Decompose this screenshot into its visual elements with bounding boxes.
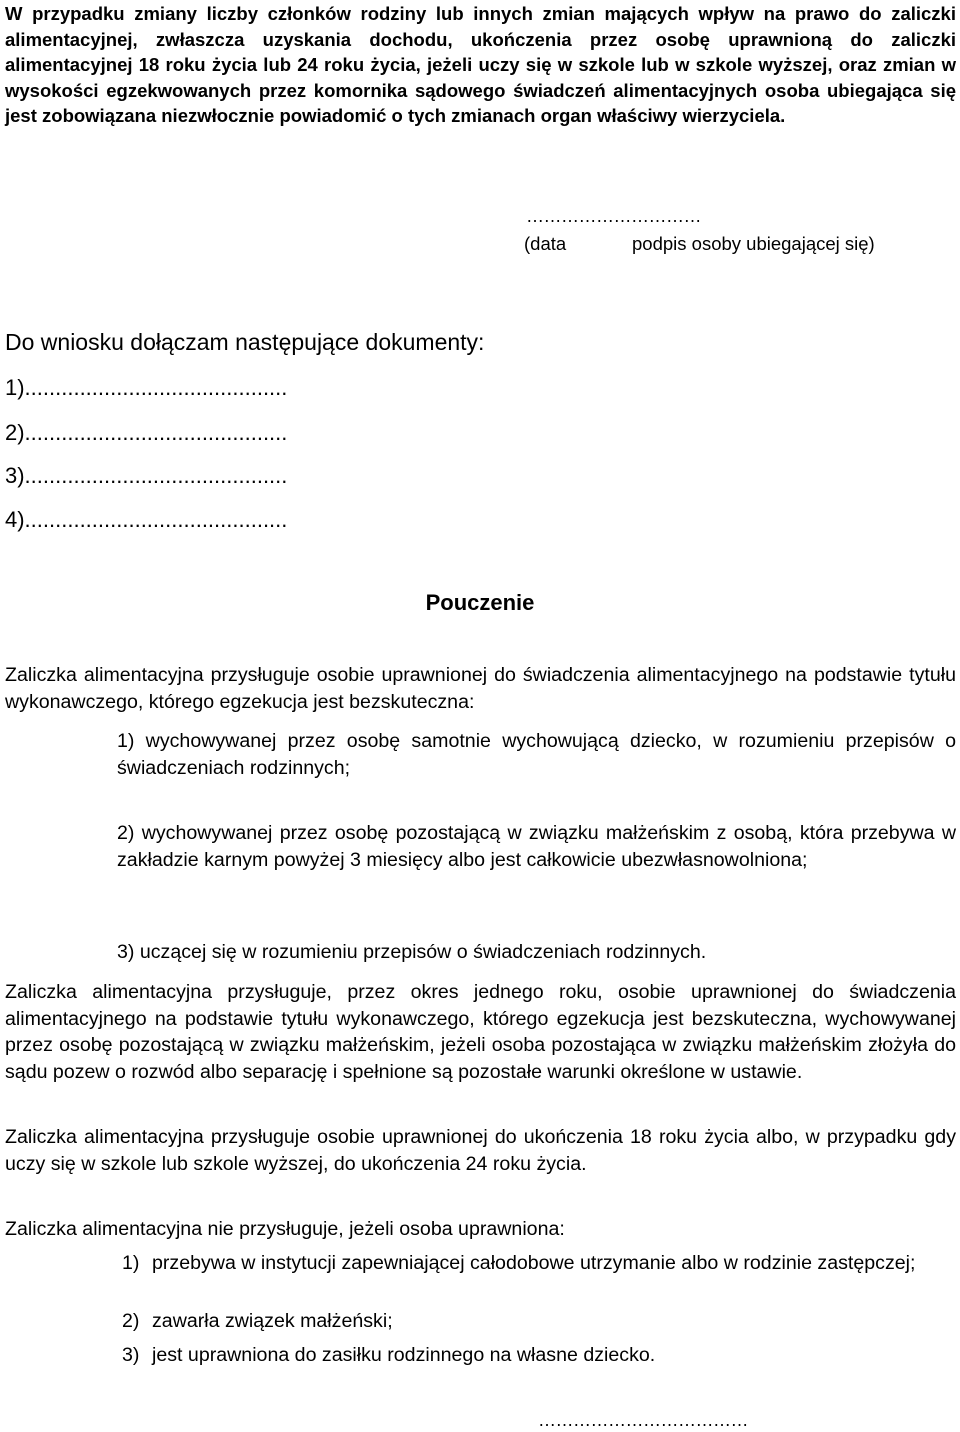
attachment-line-4[interactable]: 4)........................................... bbox=[5, 507, 288, 532]
exclusion-text: zawarła związek małżeński; bbox=[152, 1310, 393, 1332]
attachment-line-3[interactable]: 3)........................................... bbox=[5, 463, 288, 488]
pouczenie-paragraph-4: Zaliczka alimentacyjna nie przysługuje, jeżeli osoba uprawniona: bbox=[5, 1218, 565, 1240]
pouczenie-heading: Pouczenie bbox=[425, 590, 535, 615]
signature-dots: ………………………… bbox=[526, 206, 701, 226]
pouczenie-paragraph-1: Zaliczka alimentacyjna przysługuje osobie uprawnionej do świadczenia alimentacyjnego na podstawie tytułu wykonawczego, którego egzekucja jest bezskuteczna: bbox=[5, 664, 956, 713]
condition-item-1: 1) wychowywanej przez osobę samotnie wychowującą dziecko, w rozumieniu przepisów o świadczeniach rodzinnych; bbox=[117, 730, 956, 779]
pouczenie-paragraph-3: Zaliczka alimentacyjna przysługuje osobie uprawnionej do ukończenia 18 roku życia albo, w przypadku gdy uczy się w szkole lub szkole wyższej, do ukończenia 24 roku życia. bbox=[5, 1126, 956, 1175]
condition-item-2: 2) wychowywanej przez osobę pozostającą w związku małżeńskim z osobą, która przebywa w zakładzie karnym powyżej 3 miesięcy albo jest całkowicie ubezwłasnowolniona; bbox=[117, 822, 956, 871]
exclusion-item-3 bbox=[122, 1342, 956, 1369]
date-label: (data bbox=[524, 233, 567, 254]
exclusion-number: 3) bbox=[122, 1344, 140, 1366]
exclusion-item-1 bbox=[122, 1250, 956, 1277]
exclusion-item-2 bbox=[122, 1308, 956, 1335]
condition-item-3: 3) uczącej się w rozumieniu przepisów o świadczeniach rodzinnych. bbox=[117, 941, 707, 963]
exclusion-text: jest uprawniona do zasiłku rodzinnego na własne dziecko. bbox=[152, 1344, 656, 1366]
attachments-title: Do wniosku dołączam następujące dokumenty: bbox=[5, 329, 485, 355]
exclusion-number: 1) bbox=[122, 1252, 140, 1274]
exclusion-number: 2) bbox=[122, 1310, 140, 1332]
exclusion-text: przebywa w instytucji zapewniającej całodobowe utrzymanie albo w rodzinie zastępczej; bbox=[152, 1252, 916, 1274]
pouczenie-paragraph-2: Zaliczka alimentacyjna przysługuje, przez okres jednego roku, osobie uprawnionej do świadczenia alimentacyjnego na podstawie tytułu wykonawczego, którego egzekucja jest bezskuteczna, wychowywanej przez osobę pozostającą w związku małżeńskim, jeżeli osoba pozostająca w związku małżeńskim złożyła do sądu pozew o rozwód albo separację i spełnione są pozostałe warunki określone w ustawie. bbox=[5, 981, 956, 1083]
signature-label: podpis osoby ubiegającej się) bbox=[632, 233, 875, 254]
notice-paragraph: W przypadku zmiany liczby członków rodziny lub innych zmian mających wpływ na prawo do zaliczki alimentacyjnej, zwłaszcza uzyskania dochodu, ukończenia przez osobę uprawnioną do zaliczki alimentacyjnej 18 roku życia lub 24 roku życia, jeżeli uczy się w szkole lub w szkole wyższej, oraz zmian w wysokości egzekwowanych przez komornika sądowego świadczeń alimentacyjnych osoba ubiegająca się jest zobowiązana niezwłocznie powiadomić o tych zmianach organ właściwy wierzyciela. bbox=[5, 3, 956, 126]
attachment-line-1[interactable]: 1)........................................... bbox=[5, 375, 288, 400]
bottom-signature-dots: ……………………………… bbox=[538, 1410, 748, 1430]
attachment-line-2[interactable]: 2)........................................... bbox=[5, 420, 288, 445]
